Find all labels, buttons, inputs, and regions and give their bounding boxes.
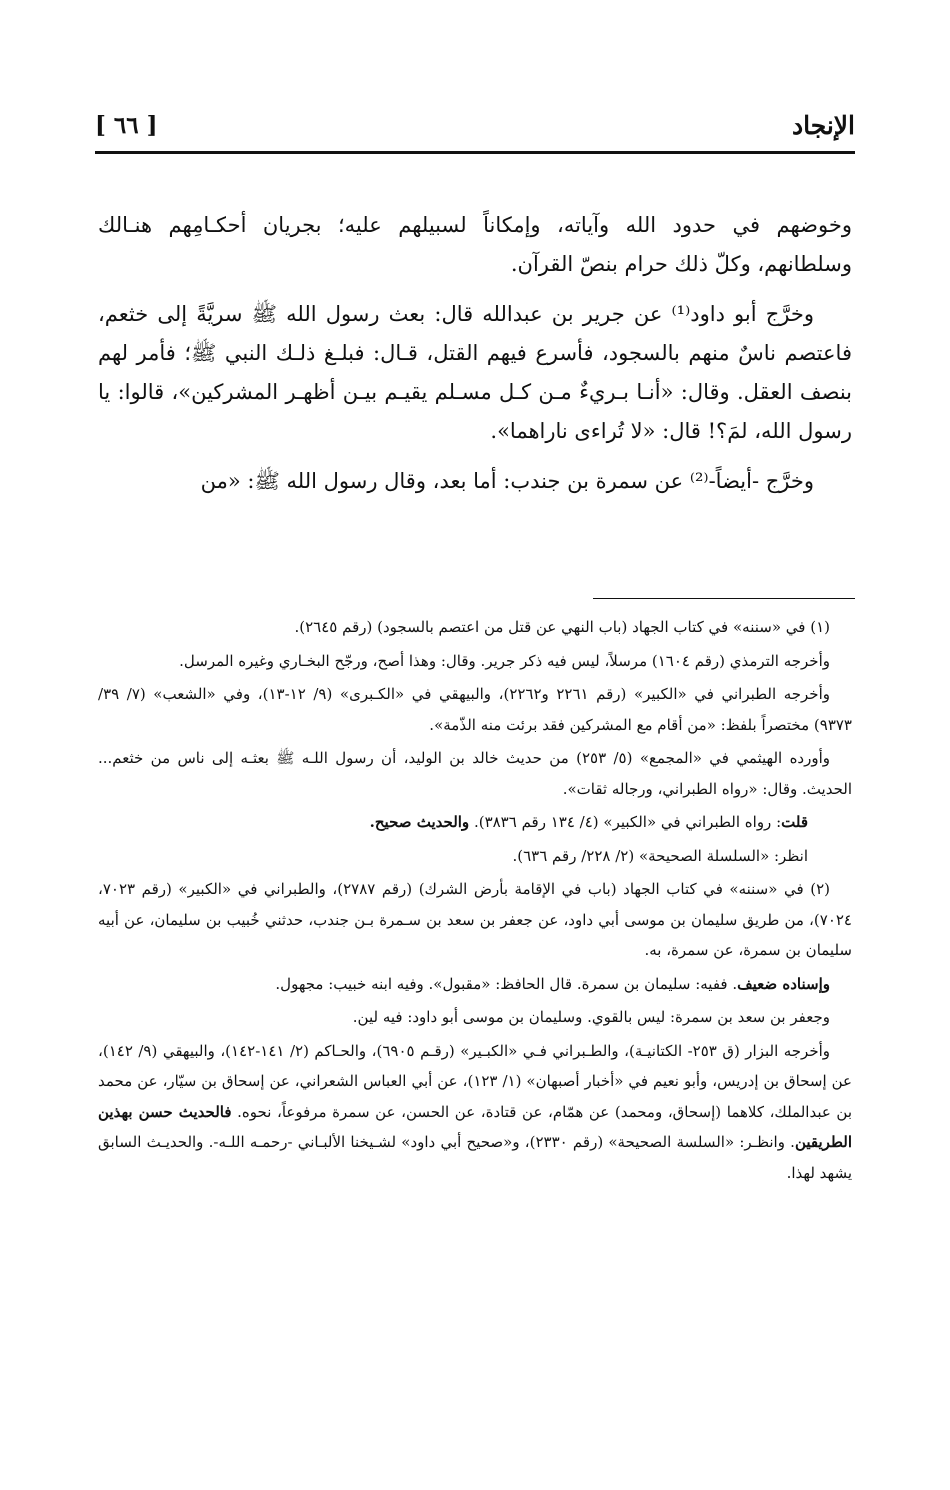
footnotes (98, 612, 852, 1191)
footnote-1-tirmidhi: وأخرجه الترمذي (رقم ١٦٠٤) مرسلاً، ليس فيه ذكر جرير. وقال: وهذا أصح، ورجّح البخـاري وغيره المرسل. (179, 651, 830, 670)
main-text (98, 206, 852, 512)
footnote-1-ruling-text: : رواه الطبراني في «الكبير» (٤/ ١٣٤ رقم ٣٨٣٦). (469, 813, 782, 831)
footnote-2-tail: . وانظـر: «السلسة الصحيحة» (رقم ٢٣٣٠)، و«صحيح أبي داود» لشـيخنا الألبـاني -رحمـه اللـه-. والحديـث السابق يشهد لهذا. (98, 1133, 852, 1182)
footnote-1-source: (١) في «سننه» في كتاب الجهاد (باب النهي عن قتل من اعتصم بالسجود) (رقم ٢٦٤٥). (294, 618, 830, 636)
footnote-1-tabarani: وأخرجه الطبراني في «الكبير» (رقم ٢٢٦١ و٢٢٦٢)، والبيهقي في «الكـبرى» (٩/ ١٢-١٣)، وفي «الشعب» (٧/ ٣٩/ ٩٣٧٣) مختصراً بلفظ: «من أقام مع المشركين فقد برئت منه الذّمة». (98, 685, 852, 734)
footnote-separator (593, 598, 855, 599)
footnote-2-weakness (98, 969, 852, 1000)
footnote-1-ruling (98, 807, 852, 838)
page-number: [ ٦٦ ] (95, 112, 158, 139)
footnote-2-routes-text: وأخرجه البزار (ق ٢٥٣- الكتانيـة)، والطـبراني فـي «الكبـير» (رقـم ٦٩٠٥)، والحـاكم (٢/ ١٤١-١٤٢)، والبيهقي (٩/ ١٤٢)، عن إسحاق بن إدريس، وأبو نعيم في «أخبار أصبهان» (١/ ١٢٣)، عن أبي العباس الشعراني، عن إسحاق بن سيّار، عن محمد بن عبدالملك، كلاهما (إسحاق، ومحمد) عن همّام، عن قتادة، عن الحسن، عن سمرة مرفوعاً، نحوه. (98, 1041, 853, 1121)
footnote-2-weakness-text: . ففيه: سليمان بن سمرة. قال الحافظ: «مقبول». وفيه ابنه خبيب: مجهول. (275, 974, 738, 993)
paragraph-samura-hadith: وخرَّج -أيضاً-⁽²⁾ عن سمرة بن جندب: أما بعد، وقال رسول الله ﷺ: «من (200, 469, 814, 493)
paragraph-continuation: وخوضهم في حدود الله وآياته، وإمكاناً لسبيلهم عليه؛ بجريان أحكـامِهم هنـالك وسلطانهم، وكلّ ذلك حرام بنصّ القرآن. (98, 213, 852, 276)
page-header (95, 108, 855, 148)
footnote-2-source: (٢) في «سننه» في كتاب الجهاد (باب في الإقامة بأرض الشرك) (رقم ٢٧٨٧)، والطبراني في «الكبير» (رقم ٧٠٢٣، ٧٠٢٤)، من طريق سليمان بن موسى أبي داود، عن جعفر بن سعد بن سـمرة بـن جندب، حدثني خُبيب بن سليمان، عن أبيه سليمان بن سمرة، عن سمرة، به. (98, 880, 852, 959)
running-title: الإنجاد (791, 111, 855, 140)
paragraph-abu-dawud-hadith: وخرَّج أبو داود⁽¹⁾ عن جرير بن عبدالله قال: بعث رسول الله ﷺ سريَّةً إلى خثعم، فاعتصم ناسٌ منهم بالسجود، فأسرع فيهم القتل، قـال: فبلـغ ذلـك النبي ﷺ؛ فأمر لهم بنصف العقل. وقال: «أنـا بـريءٌ مـن كـل مسـلم يقيـم بيـن أظهـر المشركين»، قالوا: يا رسول الله، لمَ؟! قال: «لا تُراءى ناراهما». (98, 302, 852, 443)
footnote-2-weakness-label: وإسناده ضعيف (737, 974, 830, 993)
footnote-1-haythami: وأورده الهيثمي في «المجمع» (٥/ ٢٥٣) من حديث خالد بن الوليد، أن رسول اللـه ﷺ بعثـه إلى ناس من خثعم... الحديث. وقال: «رواه الطبراني، ورجاله ثقات». (98, 749, 852, 798)
footnote-1-verdict: والحديث صحيح. (369, 813, 470, 831)
footnote-1-reference: انظر: «السلسلة الصحيحة» (٢/ ٢٢٨/ رقم ٦٣٦). (512, 846, 808, 865)
footnote-2-verdict: فالحديث حسن بهذين الطريقين (98, 1102, 852, 1151)
footnote-2-other-routes (98, 1036, 852, 1189)
header-rule (95, 151, 855, 154)
qultu-label: قلت (781, 813, 808, 831)
footnote-2-narrators: وجعفر بن سعد بن سمرة: ليس بالقوي. وسليمان بن موسى أبو داود: فيه لين. (352, 1008, 830, 1026)
